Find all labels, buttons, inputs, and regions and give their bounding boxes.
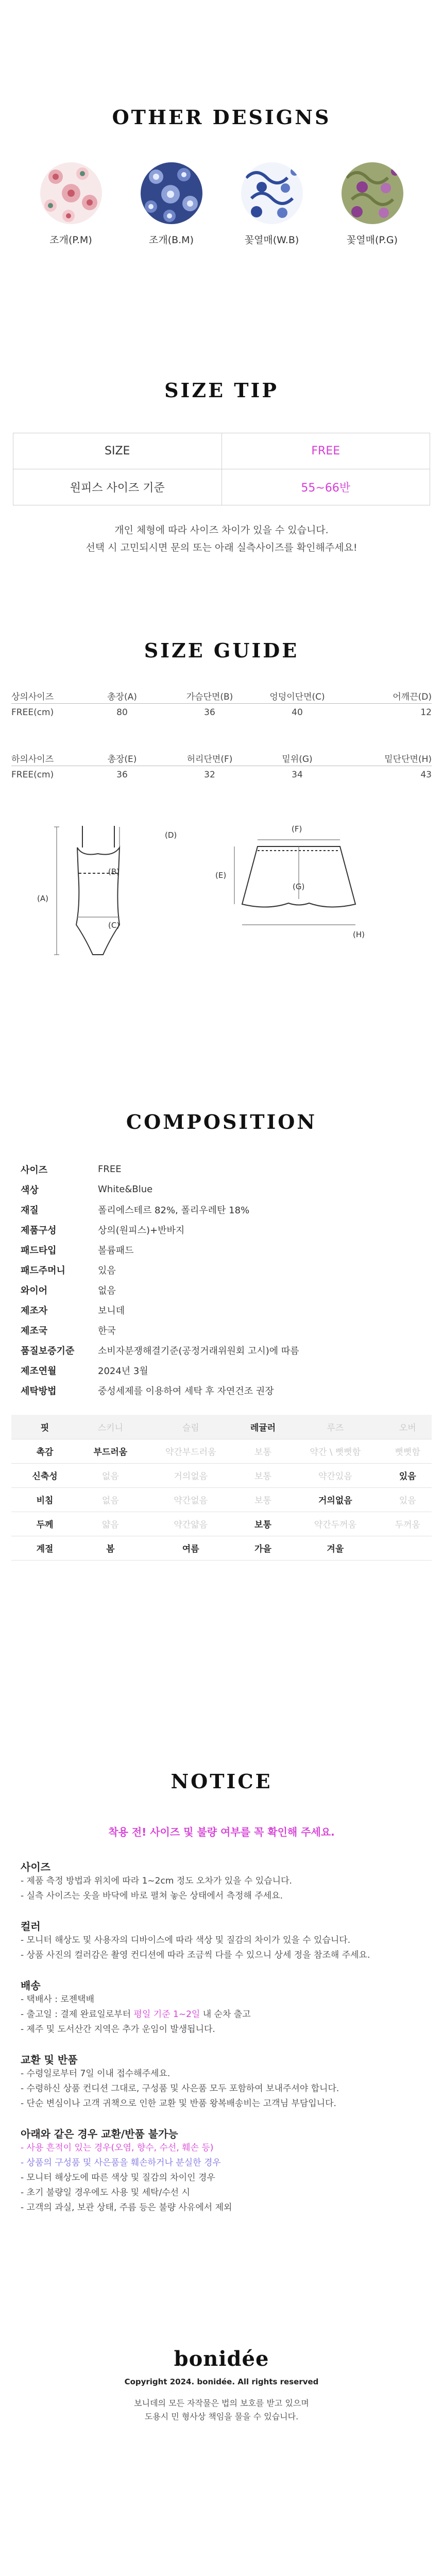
feature-head: 촉감 <box>11 1439 78 1463</box>
column-header: 가슴단면(B) <box>186 691 233 702</box>
feature-option: 있음 <box>383 1487 432 1512</box>
composition-key: 색상 <box>21 1184 39 1196</box>
feature-row <box>11 1439 432 1463</box>
copyright: Copyright 2024. bonidée. All rights reserved <box>124 2377 319 2386</box>
notice-section-head: 아래와 같은 경우 교환/반품 불가능 <box>21 2128 178 2140</box>
notice-line: - 제주 및 도서산간 지역은 추가 운임이 발생됩니다. <box>21 2024 215 2035</box>
measurement-diagram <box>0 817 443 992</box>
composition-row <box>0 1199 443 1219</box>
design-item-bm[interactable] <box>141 162 202 246</box>
composition-key: 패드타입 <box>21 1245 57 1256</box>
table-cell: 80 <box>116 707 128 718</box>
composition-row <box>0 1380 443 1400</box>
feature-option: 없음 <box>78 1487 143 1512</box>
table-cell: 34 <box>292 770 303 780</box>
design-label: 조개(B.M) <box>148 234 194 246</box>
size-tip-note <box>0 521 443 556</box>
tip-label: SIZE <box>13 433 222 469</box>
notice-line: - 모니터 해상도에 따른 색상 및 질감의 차이인 경우 <box>21 2173 215 2183</box>
composition-list <box>0 1159 443 1400</box>
table-cell: FREE(cm) <box>11 707 54 718</box>
notice-section-head: 컬러 <box>21 1920 41 1933</box>
swatch-image[interactable] <box>40 162 102 224</box>
brand-logo: bonidée <box>174 2347 269 2371</box>
note-line: 선택 시 고민되시면 문의 또는 아래 실측사이즈를 확인해주세요! <box>86 542 357 553</box>
notice-line: - 사용 흔적이 있는 경우(오염, 향수, 수선, 훼손 등) <box>21 2143 214 2153</box>
brand-footer <box>0 2347 443 2424</box>
table-row <box>13 469 430 505</box>
composition-row <box>0 1179 443 1199</box>
notice-section-head: 사이즈 <box>21 1861 50 1873</box>
table-row <box>11 704 432 721</box>
feature-head: 계절 <box>11 1536 78 1560</box>
table-header <box>11 688 432 703</box>
diagram-label-d: (D) <box>165 831 177 840</box>
feature-option: 부드러움 <box>78 1439 143 1463</box>
feature-option: 약간부드러움 <box>143 1439 239 1463</box>
feature-option: 스키니 <box>78 1415 143 1439</box>
composition-row <box>0 1280 443 1300</box>
feature-option: 없음 <box>78 1463 143 1487</box>
composition-value: 소비자분쟁해결기준(공정거래위원회 고시)에 따름 <box>98 1345 299 1357</box>
feature-option: 약간있음 <box>287 1463 383 1487</box>
other-designs-title: OTHER DESIGNS <box>112 106 331 129</box>
diagram-label-c: (C) <box>108 921 120 930</box>
composition-row <box>0 1219 443 1240</box>
design-item-wb[interactable] <box>241 162 303 246</box>
notice-line: - 모니터 해상도 및 사용자의 디바이스에 따라 색상 및 질감의 차이가 있을 수 있습니다. <box>21 1935 351 1945</box>
composition-row <box>0 1340 443 1360</box>
composition-value: FREE <box>98 1164 122 1175</box>
highlight-text: 평일 기준 1~2일 <box>133 2009 200 2020</box>
feature-option: 여름 <box>143 1536 239 1560</box>
size-guide-top-table <box>0 688 443 721</box>
diagram-label-h: (H) <box>353 930 365 939</box>
composition-row <box>0 1320 443 1340</box>
composition-key: 와이어 <box>21 1285 48 1296</box>
composition-key: 사이즈 <box>21 1164 48 1176</box>
composition-value: 중성세제를 이용하여 세탁 후 자연건조 권장 <box>98 1385 274 1397</box>
feature-option: 약간 \ 뻣뻣함 <box>287 1439 383 1463</box>
column-header: 상의사이즈 <box>11 691 54 702</box>
notice-line: - 상품의 구성품 및 사은품을 훼손하거나 분실한 경우 <box>21 2158 221 2168</box>
feature-option: 약간없음 <box>143 1487 239 1512</box>
composition-key: 제조자 <box>21 1305 48 1316</box>
composition-section <box>0 1110 443 1133</box>
composition-row <box>0 1240 443 1260</box>
column-header: 총장(E) <box>107 754 137 765</box>
composition-row <box>0 1300 443 1320</box>
size-guide-section <box>0 639 443 662</box>
tip-label: 원피스 사이즈 기준 <box>13 469 222 505</box>
feature-option: 겨울 <box>287 1536 383 1560</box>
table-row <box>13 433 430 469</box>
composition-row <box>0 1360 443 1380</box>
column-header: 허리단면(F) <box>186 754 233 765</box>
feature-option: 보통 <box>239 1512 287 1536</box>
table-cell: 32 <box>204 770 215 780</box>
composition-value: 보니데 <box>98 1305 125 1316</box>
notice-line: - 수령일로부터 7일 이내 접수해주세요. <box>21 2069 171 2079</box>
legal-line: 도용시 민 형사상 책임을 물을 수 있습니다. <box>144 2412 299 2421</box>
column-header: 엉덩이단면(C) <box>269 691 325 702</box>
feature-option: 있음 <box>383 1463 432 1487</box>
feature-option: 루즈 <box>287 1415 383 1439</box>
swatch-image[interactable] <box>141 162 202 224</box>
notice-line: - 초기 불량일 경우에도 사용 및 세탁/수선 시 <box>21 2188 190 2198</box>
feature-option: 두꺼움 <box>383 1512 432 1536</box>
table-cell: 36 <box>116 770 128 780</box>
diagram-label-e: (E) <box>215 871 227 880</box>
composition-key: 제조연월 <box>21 1365 57 1377</box>
feature-table-wrap <box>0 1415 443 1561</box>
size-tip-title: SIZE TIP <box>164 379 279 402</box>
notice-section <box>0 1770 443 1793</box>
diagram-label-a: (A) <box>37 894 48 903</box>
size-tip-table-wrap <box>0 433 443 505</box>
feature-option: 슬림 <box>143 1415 239 1439</box>
notice-line: - 단순 변심이나 고객 귀책으로 인한 교환 및 반품 왕복배송비는 고객님 부담입니다. <box>21 2098 336 2109</box>
table-cell: FREE(cm) <box>11 770 54 780</box>
column-header: 총장(A) <box>107 691 137 702</box>
feature-option: 보통 <box>239 1439 287 1463</box>
feature-empty <box>383 1536 432 1560</box>
composition-key: 세탁방법 <box>21 1385 57 1397</box>
column-header: 하의사이즈 <box>11 754 54 765</box>
composition-row <box>0 1260 443 1280</box>
composition-value: 한국 <box>98 1325 116 1336</box>
design-label: 꽃열매(P.G) <box>346 234 398 246</box>
notice-line: - 실측 사이즈는 옷을 바닥에 바로 펼쳐 놓은 상태에서 측정해 주세요. <box>21 1891 283 1901</box>
tip-value: FREE <box>222 433 430 469</box>
feature-table <box>11 1415 432 1561</box>
swatch-image[interactable] <box>241 162 303 224</box>
feature-option: 거의없음 <box>287 1487 383 1512</box>
notice-title: NOTICE <box>171 1770 272 1793</box>
table-cell: 12 <box>420 707 432 718</box>
feature-option: 약간얇음 <box>143 1512 239 1536</box>
design-label: 조개(P.M) <box>49 234 92 246</box>
other-designs-section <box>0 106 443 129</box>
feature-row <box>11 1463 432 1487</box>
feature-option: 가을 <box>239 1536 287 1560</box>
table-row <box>11 766 432 784</box>
feature-head: 신축성 <box>11 1463 78 1487</box>
diagram-label-g: (G) <box>293 882 305 891</box>
legal-line: 보니데의 모든 자작물은 법의 보호를 받고 있으며 <box>134 2398 309 2408</box>
tip-value: 55~66반 <box>222 469 430 505</box>
feature-head: 핏 <box>11 1415 78 1439</box>
size-tip-section <box>0 379 443 402</box>
composition-value: White&Blue <box>98 1184 153 1195</box>
feature-option: 얇음 <box>78 1512 143 1536</box>
column-header: 밑위(G) <box>282 754 313 765</box>
notice-line: - 택배사 : 로젠택배 <box>21 1994 95 2005</box>
feature-row <box>11 1512 432 1536</box>
design-label: 꽃열매(W.B) <box>244 234 299 246</box>
column-header: 밑단단면(H) <box>384 754 432 765</box>
design-item-pm[interactable] <box>40 162 102 246</box>
feature-option: 봄 <box>78 1536 143 1560</box>
feature-option: 뻣뻣함 <box>383 1439 432 1463</box>
composition-key: 품질보증기준 <box>21 1345 75 1357</box>
composition-value: 2024년 3월 <box>98 1365 148 1377</box>
note-line: 개인 체형에 따라 사이즈 차이가 있을 수 있습니다. <box>114 524 329 536</box>
notice-line: - 고객의 과실, 보관 상태, 주름 등은 불량 사유에서 제외 <box>21 2202 232 2213</box>
composition-title: COMPOSITION <box>126 1110 317 1133</box>
notice-line: - 수령하신 상품 컨디션 그대로, 구성품 및 사은품 모두 포함하여 보내주셔야 합니다. <box>21 2083 339 2094</box>
composition-value: 볼륨패드 <box>98 1245 134 1256</box>
composition-key: 재질 <box>21 1205 39 1216</box>
feature-option: 보통 <box>239 1463 287 1487</box>
swatch-image[interactable] <box>342 162 403 224</box>
table-cell: 40 <box>292 707 303 718</box>
notice-body <box>0 1844 443 2215</box>
notice-section-head: 교환 및 반품 <box>21 2054 78 2066</box>
notice-headline: 착용 전! 사이즈 및 불량 여부를 꼭 확인해 주세요. <box>108 1826 335 1838</box>
table-header <box>11 750 432 766</box>
notice-line: - 상품 사진의 컬러감은 촬영 컨디션에 따라 조금씩 다를 수 있으니 상세 정을 참조해 주세요. <box>21 1950 370 1960</box>
composition-value: 폴리에스테르 82%, 폴리우레탄 18% <box>98 1205 250 1216</box>
composition-key: 제조국 <box>21 1325 48 1336</box>
design-item-pg[interactable] <box>342 162 403 246</box>
composition-key: 제품구성 <box>21 1225 57 1236</box>
column-header: 어깨끈(D) <box>393 691 432 702</box>
feature-head: 두께 <box>11 1512 78 1536</box>
notice-line: - 출고일 : 결제 완료일로부터 평일 기준 1~2일 내 순차 출고 <box>21 2009 251 2020</box>
composition-row <box>0 1159 443 1179</box>
size-tip-table <box>13 433 430 505</box>
feature-row <box>11 1487 432 1512</box>
feature-option: 레귤러 <box>239 1415 287 1439</box>
table-cell: 43 <box>420 770 432 780</box>
notice-section-head: 배송 <box>21 1979 41 1992</box>
feature-option: 약간두꺼움 <box>287 1512 383 1536</box>
diagram-label-b: (B) <box>108 867 120 876</box>
feature-option: 보통 <box>239 1487 287 1512</box>
composition-value: 있음 <box>98 1265 116 1276</box>
feature-option: 오버 <box>383 1415 432 1439</box>
table-cell: 36 <box>204 707 215 718</box>
size-guide-title: SIZE GUIDE <box>144 639 299 662</box>
feature-row <box>11 1415 432 1439</box>
design-swatch-list <box>0 162 443 246</box>
composition-value: 상의(원피스)+반바지 <box>98 1225 185 1236</box>
composition-key: 패드주머니 <box>21 1265 65 1276</box>
feature-row <box>11 1536 432 1560</box>
notice-line: - 제품 측정 방법과 위치에 따라 1~2cm 정도 오차가 있을 수 있습니다. <box>21 1876 292 1886</box>
size-guide-bottom-table <box>0 750 443 784</box>
feature-head: 비침 <box>11 1487 78 1512</box>
feature-option: 거의없음 <box>143 1463 239 1487</box>
composition-value: 없음 <box>98 1285 116 1296</box>
diagram-label-f: (F) <box>292 824 302 834</box>
